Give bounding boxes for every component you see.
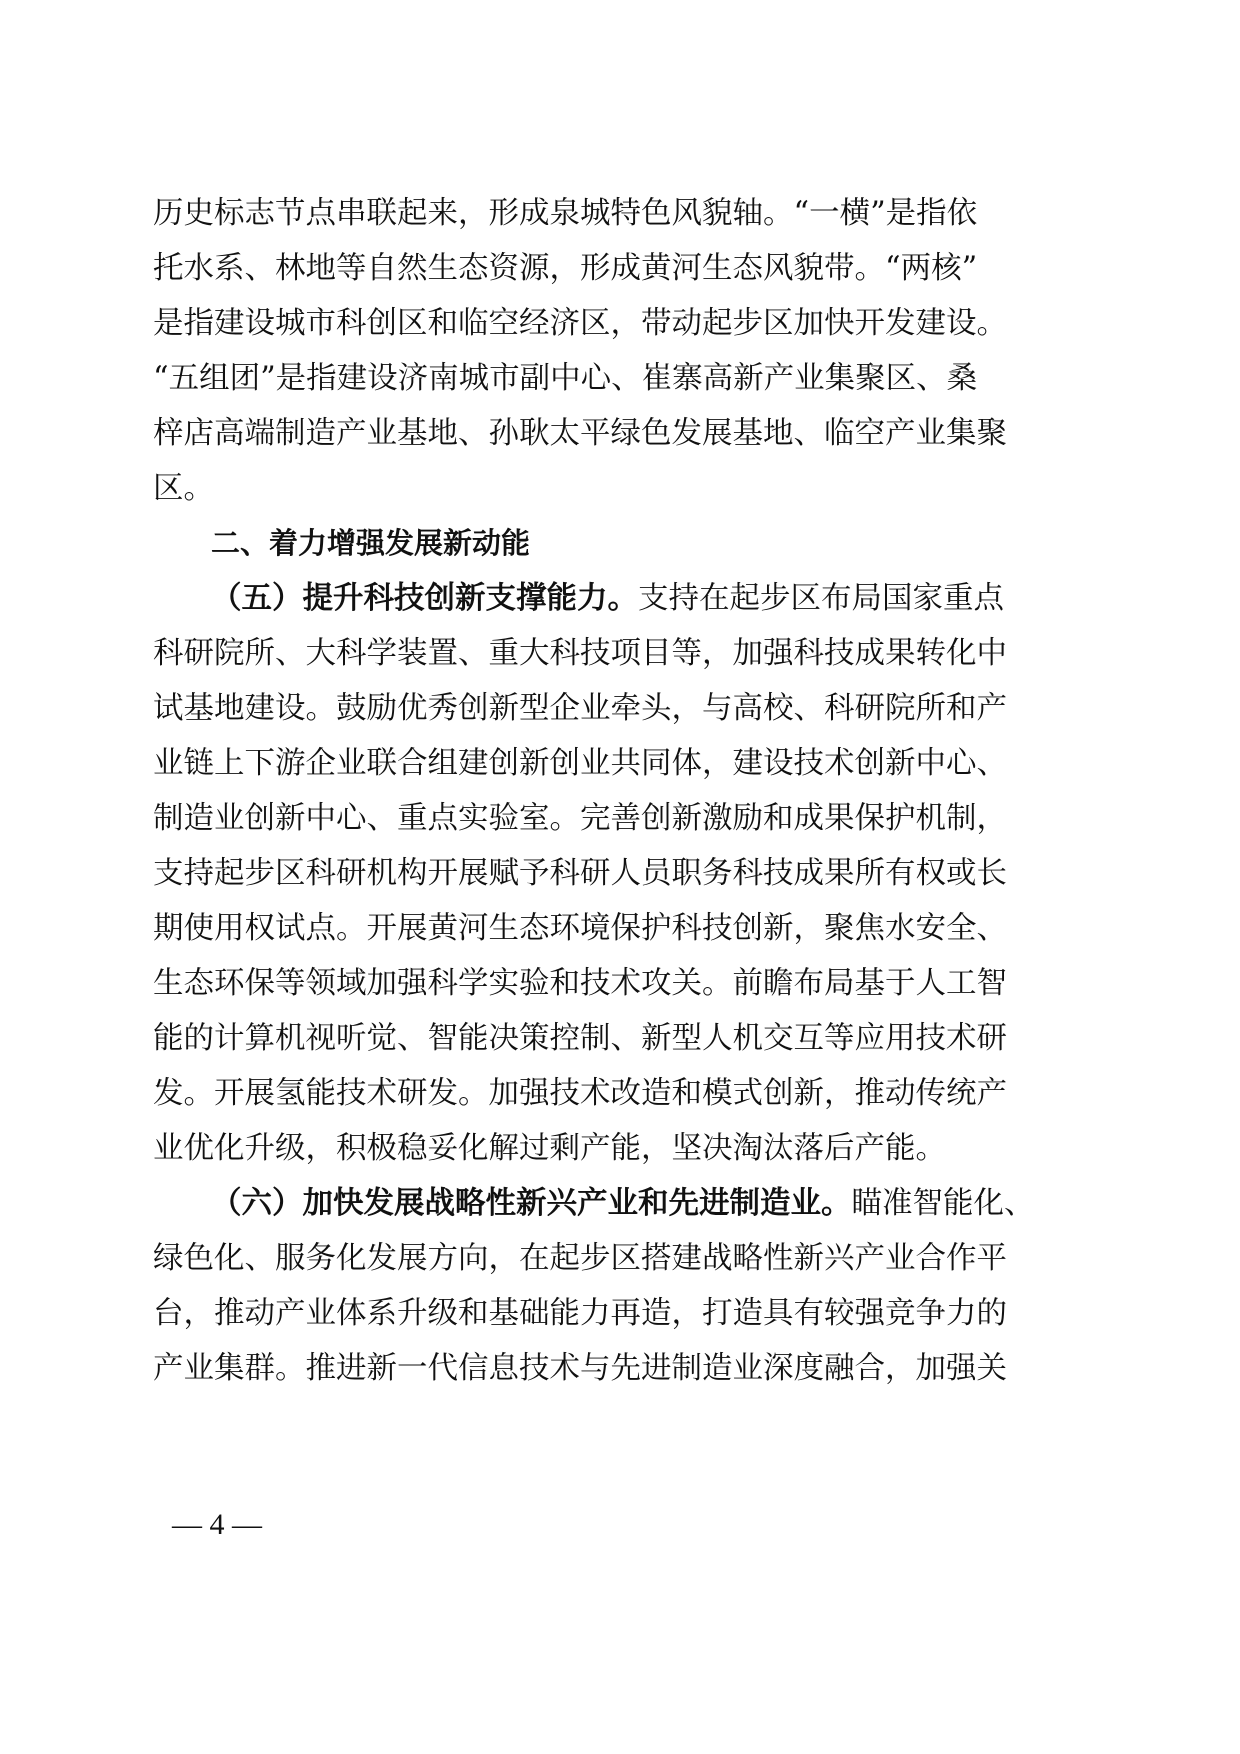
body-text-line: 业优化升级，积极稳妥化解过剩产能，坚决淘汰落后产能。	[153, 1131, 946, 1166]
body-text-line: 能的计算机视听觉、智能决策控制、新型人机交互等应用技术研	[153, 1021, 1007, 1056]
body-text-line: 历史标志节点串联起来，形成泉城特色风貌轴。“一横”是指依	[153, 196, 978, 231]
paragraph-lead-title: （六）加快发展战略性新兴产业和先进制造业。	[211, 1185, 852, 1221]
body-text-line: 台，推动产业体系升级和基础能力再造，打造具有较强竞争力的	[153, 1296, 1007, 1331]
body-text-line: 产业集群。推进新一代信息技术与先进制造业深度融合，加强关	[153, 1351, 1007, 1386]
section-heading: 二、着力增强发展新动能	[211, 526, 531, 560]
paragraph-lead-line	[153, 1176, 1035, 1231]
body-text-line: 业链上下游企业联合组建创新创业共同体，建设技术创新中心、	[153, 746, 1007, 781]
body-text-line: 科研院所、大科学装置、重大科技项目等，加强科技成果转化中	[153, 636, 1007, 671]
body-text-line: 生态环保等领域加强科学实验和技术攻关。前瞻布局基于人工智	[153, 966, 1007, 1001]
body-text-line: 制造业创新中心、重点实验室。完善创新激励和成果保护机制，	[153, 801, 1007, 836]
body-text-line: 托水系、林地等自然生态资源，形成黄河生态风貌带。“两核”	[153, 251, 978, 286]
document-page	[153, 186, 1035, 1396]
body-text-line: 绿色化、服务化发展方向，在起步区搭建战略性新兴产业合作平	[153, 1241, 1007, 1276]
body-text-line: 是指建设城市科创区和临空经济区，带动起步区加快开发建设。	[153, 306, 1007, 341]
paragraph-lead-rest: 支持在起步区布局国家重点	[638, 581, 1004, 616]
body-text-line: 期使用权试点。开展黄河生态环境保护科技创新，聚焦水安全、	[153, 911, 1007, 946]
body-text-line: 发。开展氢能技术研发。加强技术改造和模式创新，推动传统产	[153, 1076, 1007, 1111]
body-text-line: 试基地建设。鼓励优秀创新型企业牵头，与高校、科研院所和产	[153, 691, 1007, 726]
paragraph-lead-line	[153, 571, 1004, 626]
paragraph-lead-rest: 瞄准智能化、	[851, 1186, 1035, 1221]
body-text-line: 梓店高端制造产业基地、孙耿太平绿色发展基地、临空产业集聚	[153, 416, 1007, 451]
page-number: — 4 —	[172, 1508, 262, 1541]
body-text-line: 区。	[153, 471, 214, 506]
body-text-line: “五组团”是指建设济南城市副中心、崔寨高新产业集聚区、桑	[153, 361, 978, 396]
paragraph-lead-title: （五）提升科技创新支撑能力。	[211, 580, 638, 616]
body-text-line: 支持起步区科研机构开展赋予科研人员职务科技成果所有权或长	[153, 856, 1007, 891]
